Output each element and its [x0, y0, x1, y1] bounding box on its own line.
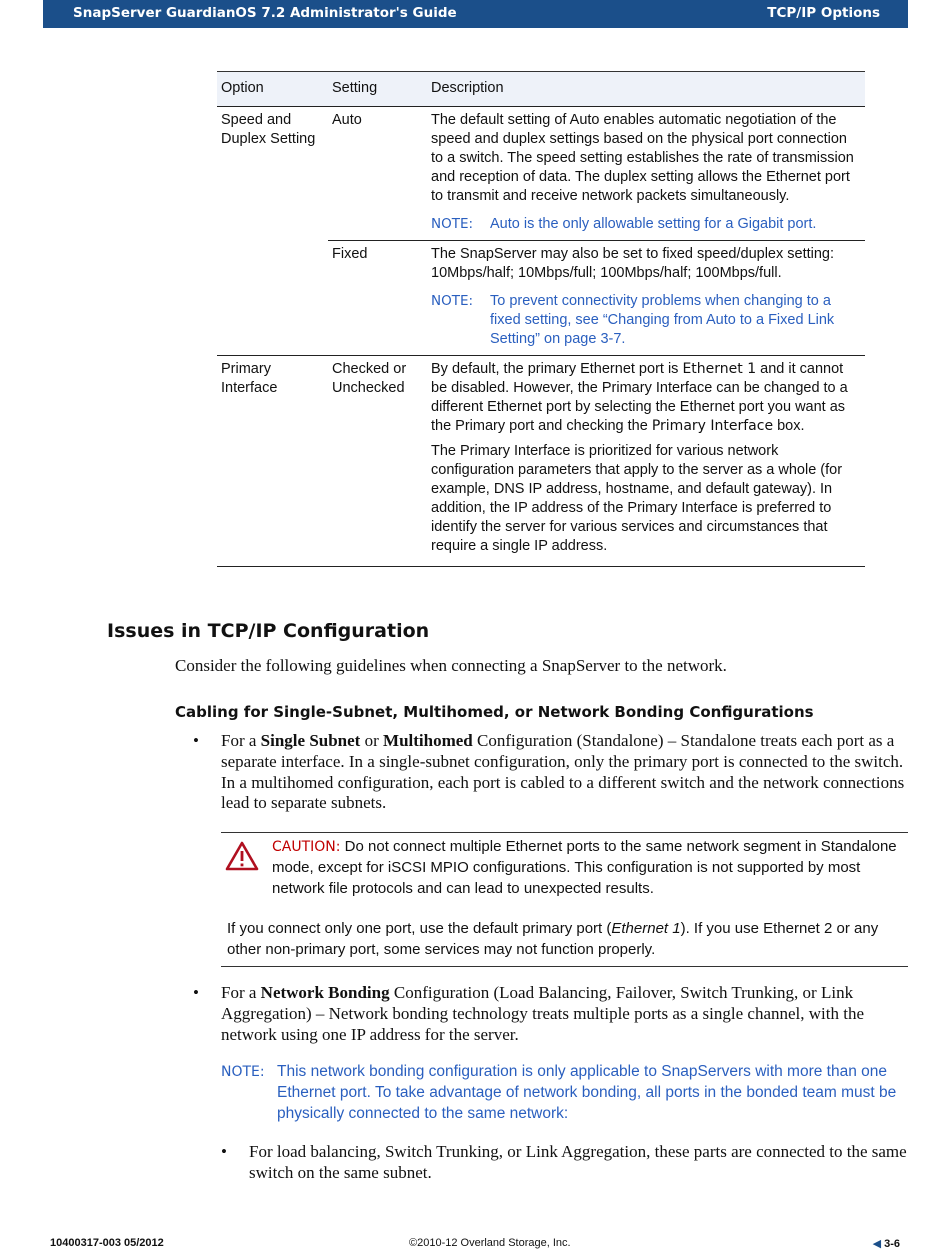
- bullet-text: For a Single Subnet or Multihomed Configuration (Standalone) – Standalone treats each port as a separate interface. In a single-subnet configuration, only the primary port is connected to the switch. In a multihomed configuration, each port is cabled to a different switch and the network connections lead to separate subnets.: [221, 731, 905, 813]
- description-primary-p2: The Primary Interface is prioritized for various network configuration parameters that apply to the server as a whole (for example, DNS IP address, hostname, and default gateway). In addition, the IP address of the Primary Interface is preferred to identify the server for various services and circumstances that require a single IP address.: [431, 443, 843, 554]
- setting-auto: Auto: [328, 107, 427, 241]
- note-label: NOTE:: [431, 216, 474, 232]
- footer-doc-number: 10400317-003 05/2012: [50, 1237, 164, 1249]
- options-table: [217, 71, 865, 567]
- bullet-text: For load balancing, Switch Trunking, or Link Aggregation, these parts are connected to the same switch on the same subnet.: [249, 1142, 907, 1182]
- bullet-icon: •: [193, 983, 199, 1002]
- subsection-title: Cabling for Single-Subnet, Multihomed, or Network Bonding Configurations: [175, 703, 814, 721]
- description-fixed: [427, 241, 865, 356]
- caution-text: CAUTION: Do not connect multiple Ethernet ports to the same network segment in Standalone mode, except for iSCSI MPIO configurations. This configuration is not supported by most network file protocols and can lead to unexpected results.: [272, 838, 897, 897]
- column-header-description: Description: [427, 72, 865, 107]
- ui-term-primary-interface: Primary Interface: [651, 418, 774, 434]
- note-text: This network bonding configuration is only applicable to SnapServers with more than one Ethernet port. To take advantage of network bonding, all ports in the bonded team must be physically connected to the same network:: [277, 1063, 897, 1122]
- setting-fixed: Fixed: [328, 241, 427, 356]
- bullet-icon: •: [221, 1142, 227, 1161]
- column-header-option: Option: [217, 72, 328, 107]
- option-speed-duplex: Speed and Duplex Setting: [217, 107, 328, 356]
- description-primary: [427, 356, 865, 567]
- footer-page-number: ◀ 3-6: [872, 1238, 900, 1250]
- option-primary-interface: Primary Interface: [217, 356, 328, 567]
- caution-text-p2: If you connect only one port, use the default primary port (Ethernet 1). If you use Ethernet 2 or any other non-primary port, some services may not function properly.: [227, 920, 879, 959]
- bullet-text: For a Network Bonding Configuration (Load Balancing, Failover, Switch Trunking, or Link Aggregation) – Network bonding technology treats multiple ports as a single channel, with the network using one IP address for the server.: [221, 983, 865, 1044]
- page-header: [43, 0, 908, 28]
- note-label: NOTE:: [431, 293, 474, 309]
- warning-icon: [225, 841, 259, 871]
- note-text: To prevent connectivity problems when changing to a fixed setting, see “Changing from Auto to a Fixed Link Setting” on page 3-7.: [490, 293, 835, 347]
- table-row: [217, 107, 865, 241]
- note-text: Auto is the only allowable setting for a Gigabit port.: [490, 216, 817, 232]
- description-auto-text: The default setting of Auto enables automatic negotiation of the speed and duplex settings based on the physical port connection to a switch. The speed setting establishes the rate of transmission and reception of data. The duplex setting allows the Ethernet port to transmit and receive network packets simultaneously.: [431, 112, 854, 204]
- bullet-icon: •: [193, 731, 199, 750]
- table-header-row: [217, 72, 865, 107]
- left-triangle-icon: ◀: [872, 1238, 882, 1250]
- footer-copyright: ©2010-12 Overland Storage, Inc.: [409, 1237, 571, 1249]
- ui-term-ethernet1: Ethernet 1: [682, 361, 757, 377]
- note-auto: [431, 215, 861, 234]
- description-primary-p1: By default, the primary Ethernet port is Ethernet 1 and it cannot be disabled. However, the Primary Interface can be changed to a different Ethernet port by selecting the Ethernet port you want as the Primary port and checking the Primary Interface box.: [431, 361, 848, 434]
- section-title: Issues in TCP/IP Configuration: [107, 620, 430, 642]
- column-header-setting: Setting: [328, 72, 427, 107]
- list-item-single-subnet: [193, 731, 908, 814]
- note-label: NOTE:: [221, 1064, 265, 1080]
- list-item-network-bonding: [193, 983, 908, 1045]
- description-auto: [427, 107, 865, 241]
- note-fixed: [431, 292, 861, 349]
- header-section-title: TCP/IP Options: [767, 5, 880, 21]
- setting-checked: Checked or Unchecked: [328, 356, 427, 567]
- description-fixed-text: The SnapServer may also be set to fixed speed/duplex setting: 10Mbps/half; 10Mbps/full; 100Mbps/half; 100Mbps/full.: [431, 246, 835, 281]
- header-guide-title: SnapServer GuardianOS 7.2 Administrator's Guide: [73, 5, 457, 21]
- note-bonding: [221, 1062, 908, 1124]
- list-item-load-balancing: [221, 1142, 908, 1184]
- caution-label: CAUTION:: [272, 839, 341, 855]
- section-intro: Consider the following guidelines when connecting a SnapServer to the network.: [175, 656, 727, 675]
- table-row: [217, 356, 865, 567]
- caution-box: [221, 832, 908, 967]
